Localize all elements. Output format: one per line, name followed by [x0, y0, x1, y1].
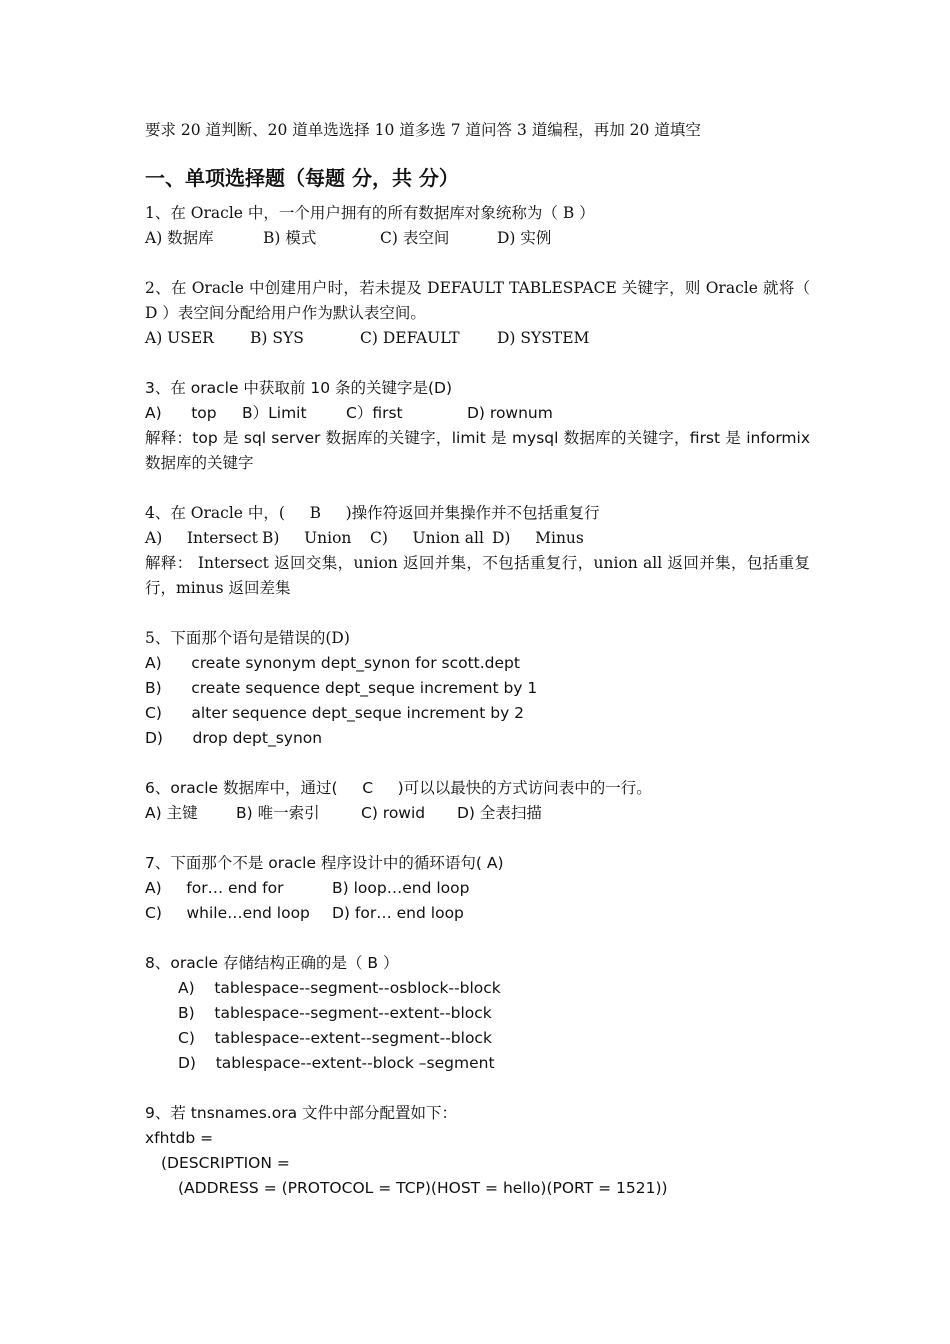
code-line: xfhtdb = [145, 1129, 214, 1147]
question-4: 4、在 Oracle 中，( B )操作符返回并集操作并不包括重复行 [145, 504, 600, 522]
intro-text: 要求 20 道判断、20 道单选选择 10 道多选 7 道问答 3 道编程，再加 20 道填空 [145, 121, 701, 139]
question-5: 5、下面那个语句是错误的(D) [145, 629, 350, 647]
code-line: (ADDRESS = (PROTOCOL = TCP)(HOST = hello)(PORT = 1521)) [178, 1179, 668, 1197]
option: C) alter sequence dept_seque increment by 2 [145, 704, 525, 722]
option: D) tablespace--extent--block –segment [178, 1054, 495, 1072]
option: D) 实例 [497, 229, 552, 247]
option: B) 模式 [263, 229, 317, 247]
option: A) for… end for [145, 879, 284, 897]
option: C) 表空间 [380, 229, 450, 247]
option: B) create sequence dept_seque increment by 1 [145, 679, 538, 697]
question-7-options-row-1 [145, 876, 810, 901]
option: C) DEFAULT [360, 329, 460, 347]
question-1: 1、在 Oracle 中，一个用户拥有的所有数据库对象统称为（ B ） [145, 204, 595, 222]
question-9: 9、若 tnsnames.ora 文件中部分配置如下： [145, 1104, 458, 1122]
document-page [145, 118, 810, 1201]
option: D) drop dept_synon [145, 729, 323, 747]
option: D) 全表扫描 [457, 804, 542, 822]
option: D) SYSTEM [497, 329, 590, 347]
option: C) tablespace--extent--segment--block [178, 1029, 492, 1047]
option: C) rowid [361, 804, 426, 822]
question-6-options [145, 801, 810, 826]
option: C) Union all [370, 529, 484, 547]
option: A) tablespace--segment--osblock--block [178, 979, 501, 997]
question-2-options [145, 326, 810, 351]
option: C）first [346, 404, 403, 422]
question-2: 2、在 Oracle 中创建用户时，若未提及 DEFAULT TABLESPACE 关键字，则 Oracle 就将（ D ）表空间分配给用户作为默认表空间。 [145, 279, 810, 322]
question-1-options [145, 226, 810, 251]
option: A) create synonym dept_synon for scott.dept [145, 654, 520, 672]
option: A) USER [145, 329, 214, 347]
option: A) 数据库 [145, 229, 214, 247]
option: D) for… end loop [332, 904, 464, 922]
option: B) SYS [250, 329, 304, 347]
question-3: 3、在 oracle 中获取前 10 条的关键字是(D) [145, 379, 453, 397]
option: A) 主键 [145, 804, 198, 822]
question-7: 7、下面那个不是 oracle 程序设计中的循环语句( A) [145, 854, 504, 872]
option: B) 唯一索引 [236, 804, 320, 822]
option: C) while…end loop [145, 904, 310, 922]
option: A) top [145, 404, 217, 422]
option: D) rownum [467, 404, 553, 422]
option: B) tablespace--segment--extent--block [178, 1004, 492, 1022]
question-6: 6、oracle 数据库中，通过( C )可以以最快的方式访问表中的一行。 [145, 779, 652, 797]
option: B) loop…end loop [332, 879, 470, 897]
option: A) Intersect [145, 529, 258, 547]
option: B) Union [262, 529, 352, 547]
question-3-options [145, 401, 810, 426]
question-4-options [145, 526, 810, 551]
question-8: 8、oracle 存储结构正确的是（ B ） [145, 954, 399, 972]
section-title: 一、单项选择题（每题 分，共 分） [145, 166, 459, 190]
question-4-explanation: 解释： Intersect 返回交集，union 返回并集，不包括重复行，union all 返回并集，包括重复行，minus 返回差集 [145, 554, 810, 597]
option: B）Limit [242, 404, 307, 422]
question-7-options-row-2 [145, 901, 810, 926]
option: D) Minus [492, 529, 584, 547]
question-3-explanation: 解释：top 是 sql server 数据库的关键字，limit 是 mysql 数据库的关键字，first 是 informix 数据库的关键字 [145, 429, 810, 472]
code-line: (DESCRIPTION = [161, 1154, 290, 1172]
